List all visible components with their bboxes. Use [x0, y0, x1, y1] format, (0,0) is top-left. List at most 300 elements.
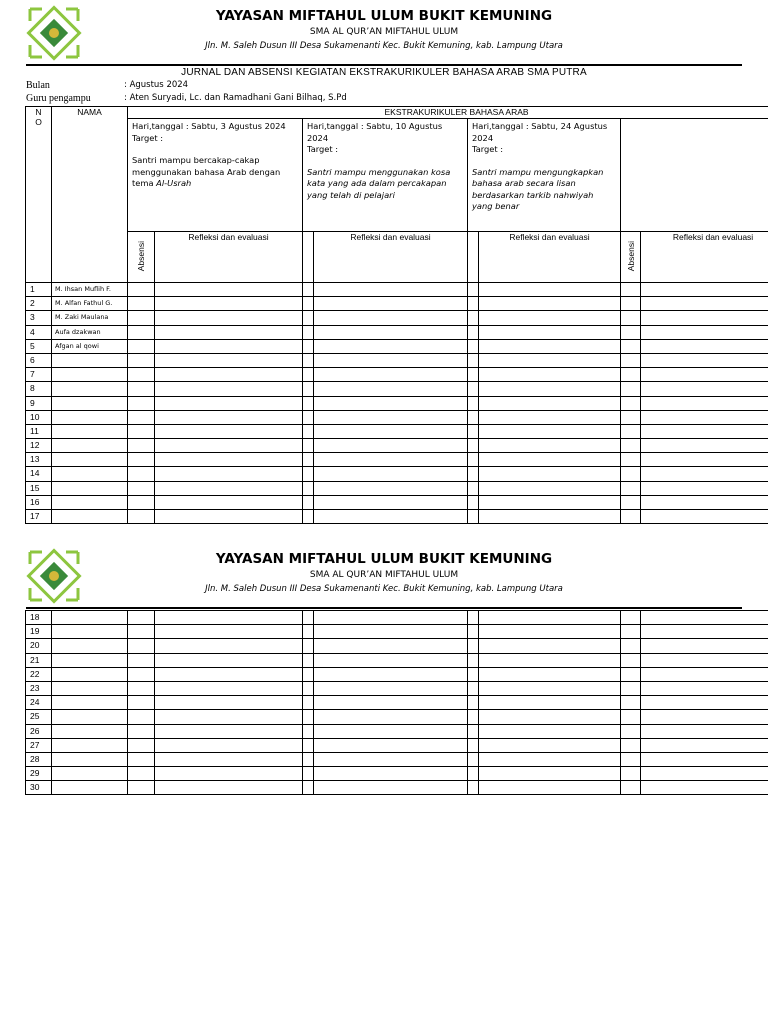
absensi-cell [621, 311, 641, 325]
absensi-cell [303, 382, 314, 396]
refleksi-cell [155, 368, 303, 382]
student-name [52, 767, 128, 781]
table-row [26, 611, 768, 625]
row-number: 3 [26, 311, 52, 325]
refleksi-cell [641, 653, 768, 667]
no-header: N O [26, 107, 52, 283]
refleksi-cell [641, 724, 768, 738]
refleksi-cell [479, 681, 621, 695]
refleksi-cell [641, 297, 768, 311]
absensi-cell [303, 767, 314, 781]
refleksi-cell [155, 667, 303, 681]
refleksi-cell [155, 510, 303, 524]
journal-title: JURNAL DAN ABSENSI KEGIATAN EKSTRAKURIKULER BAHASA ARAB SMA PUTRA [181, 67, 587, 78]
refleksi-cell [641, 368, 768, 382]
refleksi-cell [641, 339, 768, 353]
name-header: NAMA [52, 107, 128, 283]
refleksi-cell [314, 625, 468, 639]
row-number: 12 [26, 439, 52, 453]
refleksi-cell [641, 283, 768, 297]
absensi-cell [128, 724, 155, 738]
refleksi-cell [314, 495, 468, 509]
foundation-name-page2: YAYASAN MIFTAHUL ULUM BUKIT KEMUNING [215, 551, 553, 567]
absensi-cell [128, 653, 155, 667]
refleksi-cell [479, 467, 621, 481]
refleksi-cell [641, 696, 768, 710]
refleksi-cell [155, 396, 303, 410]
student-name [52, 625, 128, 639]
table-row [26, 481, 768, 495]
refleksi-cell [155, 424, 303, 438]
absensi-cell [128, 481, 155, 495]
refleksi-cell [155, 611, 303, 625]
absensi-cell [128, 311, 155, 325]
refleksi-cell [641, 781, 768, 795]
absensi-cell [128, 467, 155, 481]
row-number: 4 [26, 325, 52, 339]
table-row [26, 696, 768, 710]
absensi-cell [303, 696, 314, 710]
refleksi-cell [155, 283, 303, 297]
school-address-page2: Jln. M. Saleh Dusun III Desa Sukamenanti Kec. Bukit Kemuning, kab. Lampung Utara [205, 584, 563, 594]
absensi-cell [621, 710, 641, 724]
header-divider [26, 64, 742, 66]
absensi-cell [303, 353, 314, 367]
refleksi-cell [479, 625, 621, 639]
table-row [26, 439, 768, 453]
refleksi-cell [641, 439, 768, 453]
refleksi-cell [314, 325, 468, 339]
row-number: 27 [26, 738, 52, 752]
refleksi-cell [155, 353, 303, 367]
refleksi-cell [155, 297, 303, 311]
absensi-cell [128, 283, 155, 297]
attendance-table-page1 [25, 106, 768, 524]
absensi-cell [468, 410, 479, 424]
student-name [52, 781, 128, 795]
absensi-cell [303, 752, 314, 766]
absensi-cell [468, 353, 479, 367]
table-row [26, 396, 768, 410]
absensi-cell [621, 382, 641, 396]
row-number: 7 [26, 368, 52, 382]
absensi-cell [468, 767, 479, 781]
absensi-cell [621, 653, 641, 667]
refleksi-cell [641, 424, 768, 438]
student-name [52, 681, 128, 695]
absensi-cell [621, 781, 641, 795]
table-row [26, 495, 768, 509]
absensi-cell [128, 297, 155, 311]
refleksi-cell [479, 283, 621, 297]
student-name [52, 424, 128, 438]
refleksi-cell [479, 710, 621, 724]
group-header: EKSTRAKURIKULER BAHASA ARAB [128, 107, 768, 119]
row-number: 15 [26, 481, 52, 495]
refleksi-cell [314, 424, 468, 438]
refleksi-cell [155, 752, 303, 766]
refleksi-cell [155, 439, 303, 453]
row-number: 21 [26, 653, 52, 667]
absensi-cell [621, 439, 641, 453]
absensi-cell [621, 410, 641, 424]
refleksi-cell [479, 382, 621, 396]
absensi-cell [128, 510, 155, 524]
absensi-cell [128, 696, 155, 710]
student-name [52, 510, 128, 524]
refleksi-cell [641, 639, 768, 653]
absensi-cell [128, 439, 155, 453]
refleksi-cell [314, 467, 468, 481]
refleksi-cell [479, 781, 621, 795]
absensi-header-2 [303, 232, 314, 283]
refleksi-cell [479, 297, 621, 311]
absensi-cell [468, 382, 479, 396]
refleksi-cell [314, 453, 468, 467]
absensi-cell [621, 283, 641, 297]
refleksi-cell [641, 667, 768, 681]
row-number: 22 [26, 667, 52, 681]
student-name [52, 353, 128, 367]
absensi-cell [621, 696, 641, 710]
absensi-cell [468, 752, 479, 766]
student-name [52, 368, 128, 382]
table-row [26, 767, 768, 781]
absensi-cell [128, 625, 155, 639]
refleksi-cell [155, 495, 303, 509]
absensi-cell [621, 353, 641, 367]
absensi-cell [621, 325, 641, 339]
row-number: 2 [26, 297, 52, 311]
table-row [26, 410, 768, 424]
absensi-cell [128, 353, 155, 367]
refleksi-cell [314, 681, 468, 695]
refleksi-cell [314, 481, 468, 495]
refleksi-cell [479, 424, 621, 438]
refleksi-cell [641, 481, 768, 495]
school-address: Jln. M. Saleh Dusun III Desa Sukamenanti Kec. Bukit Kemuning, kab. Lampung Utara [205, 41, 563, 51]
absensi-cell [303, 396, 314, 410]
absensi-cell [303, 481, 314, 495]
absensi-cell [128, 639, 155, 653]
row-number: 19 [26, 625, 52, 639]
row-number: 11 [26, 424, 52, 438]
absensi-cell [303, 311, 314, 325]
refleksi-cell [479, 752, 621, 766]
guru-label: Guru pengampu [26, 93, 91, 104]
refleksi-cell [155, 781, 303, 795]
refleksi-header-3: Refleksi dan evaluasi [479, 232, 621, 283]
absensi-cell [621, 467, 641, 481]
absensi-cell [128, 611, 155, 625]
row-number: 17 [26, 510, 52, 524]
absensi-cell [468, 339, 479, 353]
absensi-cell [128, 339, 155, 353]
row-number: 16 [26, 495, 52, 509]
refleksi-cell [479, 767, 621, 781]
refleksi-cell [155, 325, 303, 339]
absensi-cell [303, 667, 314, 681]
refleksi-cell [479, 510, 621, 524]
refleksi-cell [479, 439, 621, 453]
absensi-cell [128, 325, 155, 339]
refleksi-cell [314, 439, 468, 453]
refleksi-cell [479, 639, 621, 653]
absensi-cell [468, 625, 479, 639]
student-name [52, 410, 128, 424]
refleksi-cell [314, 738, 468, 752]
table-row [26, 653, 768, 667]
absensi-cell [128, 781, 155, 795]
refleksi-cell [155, 710, 303, 724]
absensi-cell [128, 495, 155, 509]
absensi-cell [468, 710, 479, 724]
absensi-cell [621, 339, 641, 353]
absensi-cell [468, 495, 479, 509]
student-name [52, 752, 128, 766]
absensi-cell [128, 738, 155, 752]
absensi-cell [128, 368, 155, 382]
refleksi-cell [641, 396, 768, 410]
absensi-cell [128, 424, 155, 438]
absensi-cell [303, 325, 314, 339]
student-name [52, 453, 128, 467]
refleksi-cell [314, 510, 468, 524]
student-name [52, 724, 128, 738]
student-name: M. Zaki Maulana [52, 311, 128, 325]
student-name [52, 639, 128, 653]
refleksi-header-2: Refleksi dan evaluasi [314, 232, 468, 283]
table-row [26, 625, 768, 639]
student-name: Afgan al qowi [52, 339, 128, 353]
table-row [26, 681, 768, 695]
refleksi-cell [479, 481, 621, 495]
refleksi-cell [314, 639, 468, 653]
refleksi-cell [641, 410, 768, 424]
refleksi-cell [155, 653, 303, 667]
absensi-cell [128, 382, 155, 396]
absensi-cell [468, 283, 479, 297]
school-name: SMA AL QUR’AN MIFTAHUL ULUM [309, 27, 459, 37]
refleksi-cell [479, 738, 621, 752]
refleksi-cell [641, 325, 768, 339]
absensi-cell [468, 681, 479, 695]
row-number: 8 [26, 382, 52, 396]
row-number: 20 [26, 639, 52, 653]
row-number: 6 [26, 353, 52, 367]
refleksi-cell [155, 453, 303, 467]
table-row [26, 325, 768, 339]
absensi-cell [468, 639, 479, 653]
session-2-info: Hari,tanggal : Sabtu, 10 Agustus 2024 Target : Santri mampu menggunakan kosa kata yang ada dalam percakapan yang telah di pelajari [303, 119, 468, 232]
student-name [52, 467, 128, 481]
refleksi-cell [479, 325, 621, 339]
session-4-info [621, 119, 768, 232]
absensi-cell [303, 681, 314, 695]
row-number: 30 [26, 781, 52, 795]
absensi-cell [468, 311, 479, 325]
refleksi-cell [479, 724, 621, 738]
student-name [52, 667, 128, 681]
session-3-info: Hari,tanggal : Sabtu, 24 Agustus 2024 Target : Santri mampu mengungkapkan bahasa arab secara lisan berdasarkan tarkib nahwiyah yang benar [468, 119, 621, 232]
refleksi-cell [155, 696, 303, 710]
row-number: 14 [26, 467, 52, 481]
absensi-cell [621, 453, 641, 467]
refleksi-cell [479, 696, 621, 710]
table-row [26, 339, 768, 353]
absensi-cell [621, 396, 641, 410]
absensi-cell [303, 297, 314, 311]
row-number: 24 [26, 696, 52, 710]
absensi-cell [621, 724, 641, 738]
refleksi-cell [155, 481, 303, 495]
refleksi-cell [155, 625, 303, 639]
absensi-cell [303, 653, 314, 667]
row-number: 28 [26, 752, 52, 766]
absensi-cell [303, 453, 314, 467]
absensi-cell [128, 710, 155, 724]
refleksi-header-4: Refleksi dan evaluasi [641, 232, 768, 283]
absensi-cell [468, 396, 479, 410]
table-row [26, 424, 768, 438]
row-number: 23 [26, 681, 52, 695]
absensi-cell [468, 467, 479, 481]
absensi-cell [621, 767, 641, 781]
row-number: 18 [26, 611, 52, 625]
student-name [52, 382, 128, 396]
table-row [26, 283, 768, 297]
table-row [26, 710, 768, 724]
absensi-cell [468, 653, 479, 667]
refleksi-cell [641, 625, 768, 639]
refleksi-cell [641, 353, 768, 367]
absensi-cell [128, 410, 155, 424]
absensi-cell [621, 625, 641, 639]
absensi-cell [621, 495, 641, 509]
table-row [26, 467, 768, 481]
refleksi-header-1: Refleksi dan evaluasi [155, 232, 303, 283]
absensi-cell [468, 481, 479, 495]
row-number: 13 [26, 453, 52, 467]
refleksi-cell [314, 667, 468, 681]
student-name: M. Alfan Fathul G. [52, 297, 128, 311]
refleksi-cell [641, 710, 768, 724]
absensi-cell [468, 439, 479, 453]
session-1-info: Hari,tanggal : Sabtu, 3 Agustus 2024 Target : Santri mampu bercakap-cakap menggunakan bahasa Arab dengan tema Al-Usrah [128, 119, 303, 232]
refleksi-cell [641, 611, 768, 625]
absensi-cell [621, 611, 641, 625]
refleksi-cell [479, 653, 621, 667]
table-row [26, 382, 768, 396]
refleksi-cell [314, 353, 468, 367]
refleksi-cell [155, 410, 303, 424]
table-row [26, 724, 768, 738]
refleksi-cell [314, 410, 468, 424]
student-name [52, 439, 128, 453]
refleksi-cell [641, 311, 768, 325]
absensi-cell [128, 667, 155, 681]
absensi-cell [468, 781, 479, 795]
absensi-cell [128, 396, 155, 410]
absensi-cell [468, 738, 479, 752]
refleksi-cell [314, 696, 468, 710]
absensi-cell [621, 681, 641, 695]
refleksi-cell [479, 311, 621, 325]
student-name: M. Ihsan Muflih F. [52, 283, 128, 297]
refleksi-cell [314, 653, 468, 667]
guru-value: : Aten Suryadi, Lc. dan Ramadhani Gani Bilhaq, S.Pd [124, 93, 347, 103]
absensi-cell [468, 297, 479, 311]
absensi-cell [621, 667, 641, 681]
refleksi-cell [641, 752, 768, 766]
absensi-cell [621, 297, 641, 311]
attendance-table-page2 [25, 610, 768, 795]
refleksi-cell [314, 781, 468, 795]
refleksi-cell [641, 382, 768, 396]
refleksi-cell [314, 283, 468, 297]
refleksi-cell [155, 311, 303, 325]
absensi-cell [468, 510, 479, 524]
row-number: 10 [26, 410, 52, 424]
row-number: 5 [26, 339, 52, 353]
table-row [26, 667, 768, 681]
absensi-cell [303, 283, 314, 297]
absensi-cell [303, 724, 314, 738]
refleksi-cell [479, 611, 621, 625]
student-name [52, 738, 128, 752]
row-number: 9 [26, 396, 52, 410]
bulan-value: : Agustus 2024 [124, 80, 189, 90]
absensi-cell [621, 424, 641, 438]
header-divider-page2 [26, 607, 742, 609]
absensi-cell [303, 625, 314, 639]
refleksi-cell [641, 453, 768, 467]
absensi-cell [128, 752, 155, 766]
absensi-cell [468, 611, 479, 625]
absensi-cell [128, 767, 155, 781]
absensi-cell [468, 325, 479, 339]
table-row [26, 297, 768, 311]
table-row [26, 510, 768, 524]
refleksi-cell [314, 382, 468, 396]
row-number: 29 [26, 767, 52, 781]
refleksi-cell [479, 339, 621, 353]
refleksi-cell [479, 495, 621, 509]
student-name [52, 710, 128, 724]
refleksi-cell [314, 752, 468, 766]
absensi-cell [303, 439, 314, 453]
absensi-cell [468, 453, 479, 467]
refleksi-cell [641, 495, 768, 509]
refleksi-cell [641, 681, 768, 695]
absensi-cell [303, 781, 314, 795]
absensi-cell [303, 368, 314, 382]
row-number: 26 [26, 724, 52, 738]
refleksi-cell [314, 724, 468, 738]
table-row [26, 738, 768, 752]
absensi-cell [128, 453, 155, 467]
absensi-header-1: Absensi [128, 232, 155, 283]
student-name [52, 653, 128, 667]
absensi-cell [621, 752, 641, 766]
table-row [26, 368, 768, 382]
foundation-name: YAYASAN MIFTAHUL ULUM BUKIT KEMUNING [215, 8, 553, 24]
refleksi-cell [479, 368, 621, 382]
refleksi-cell [155, 681, 303, 695]
absensi-cell [621, 510, 641, 524]
refleksi-cell [314, 311, 468, 325]
refleksi-cell [641, 510, 768, 524]
